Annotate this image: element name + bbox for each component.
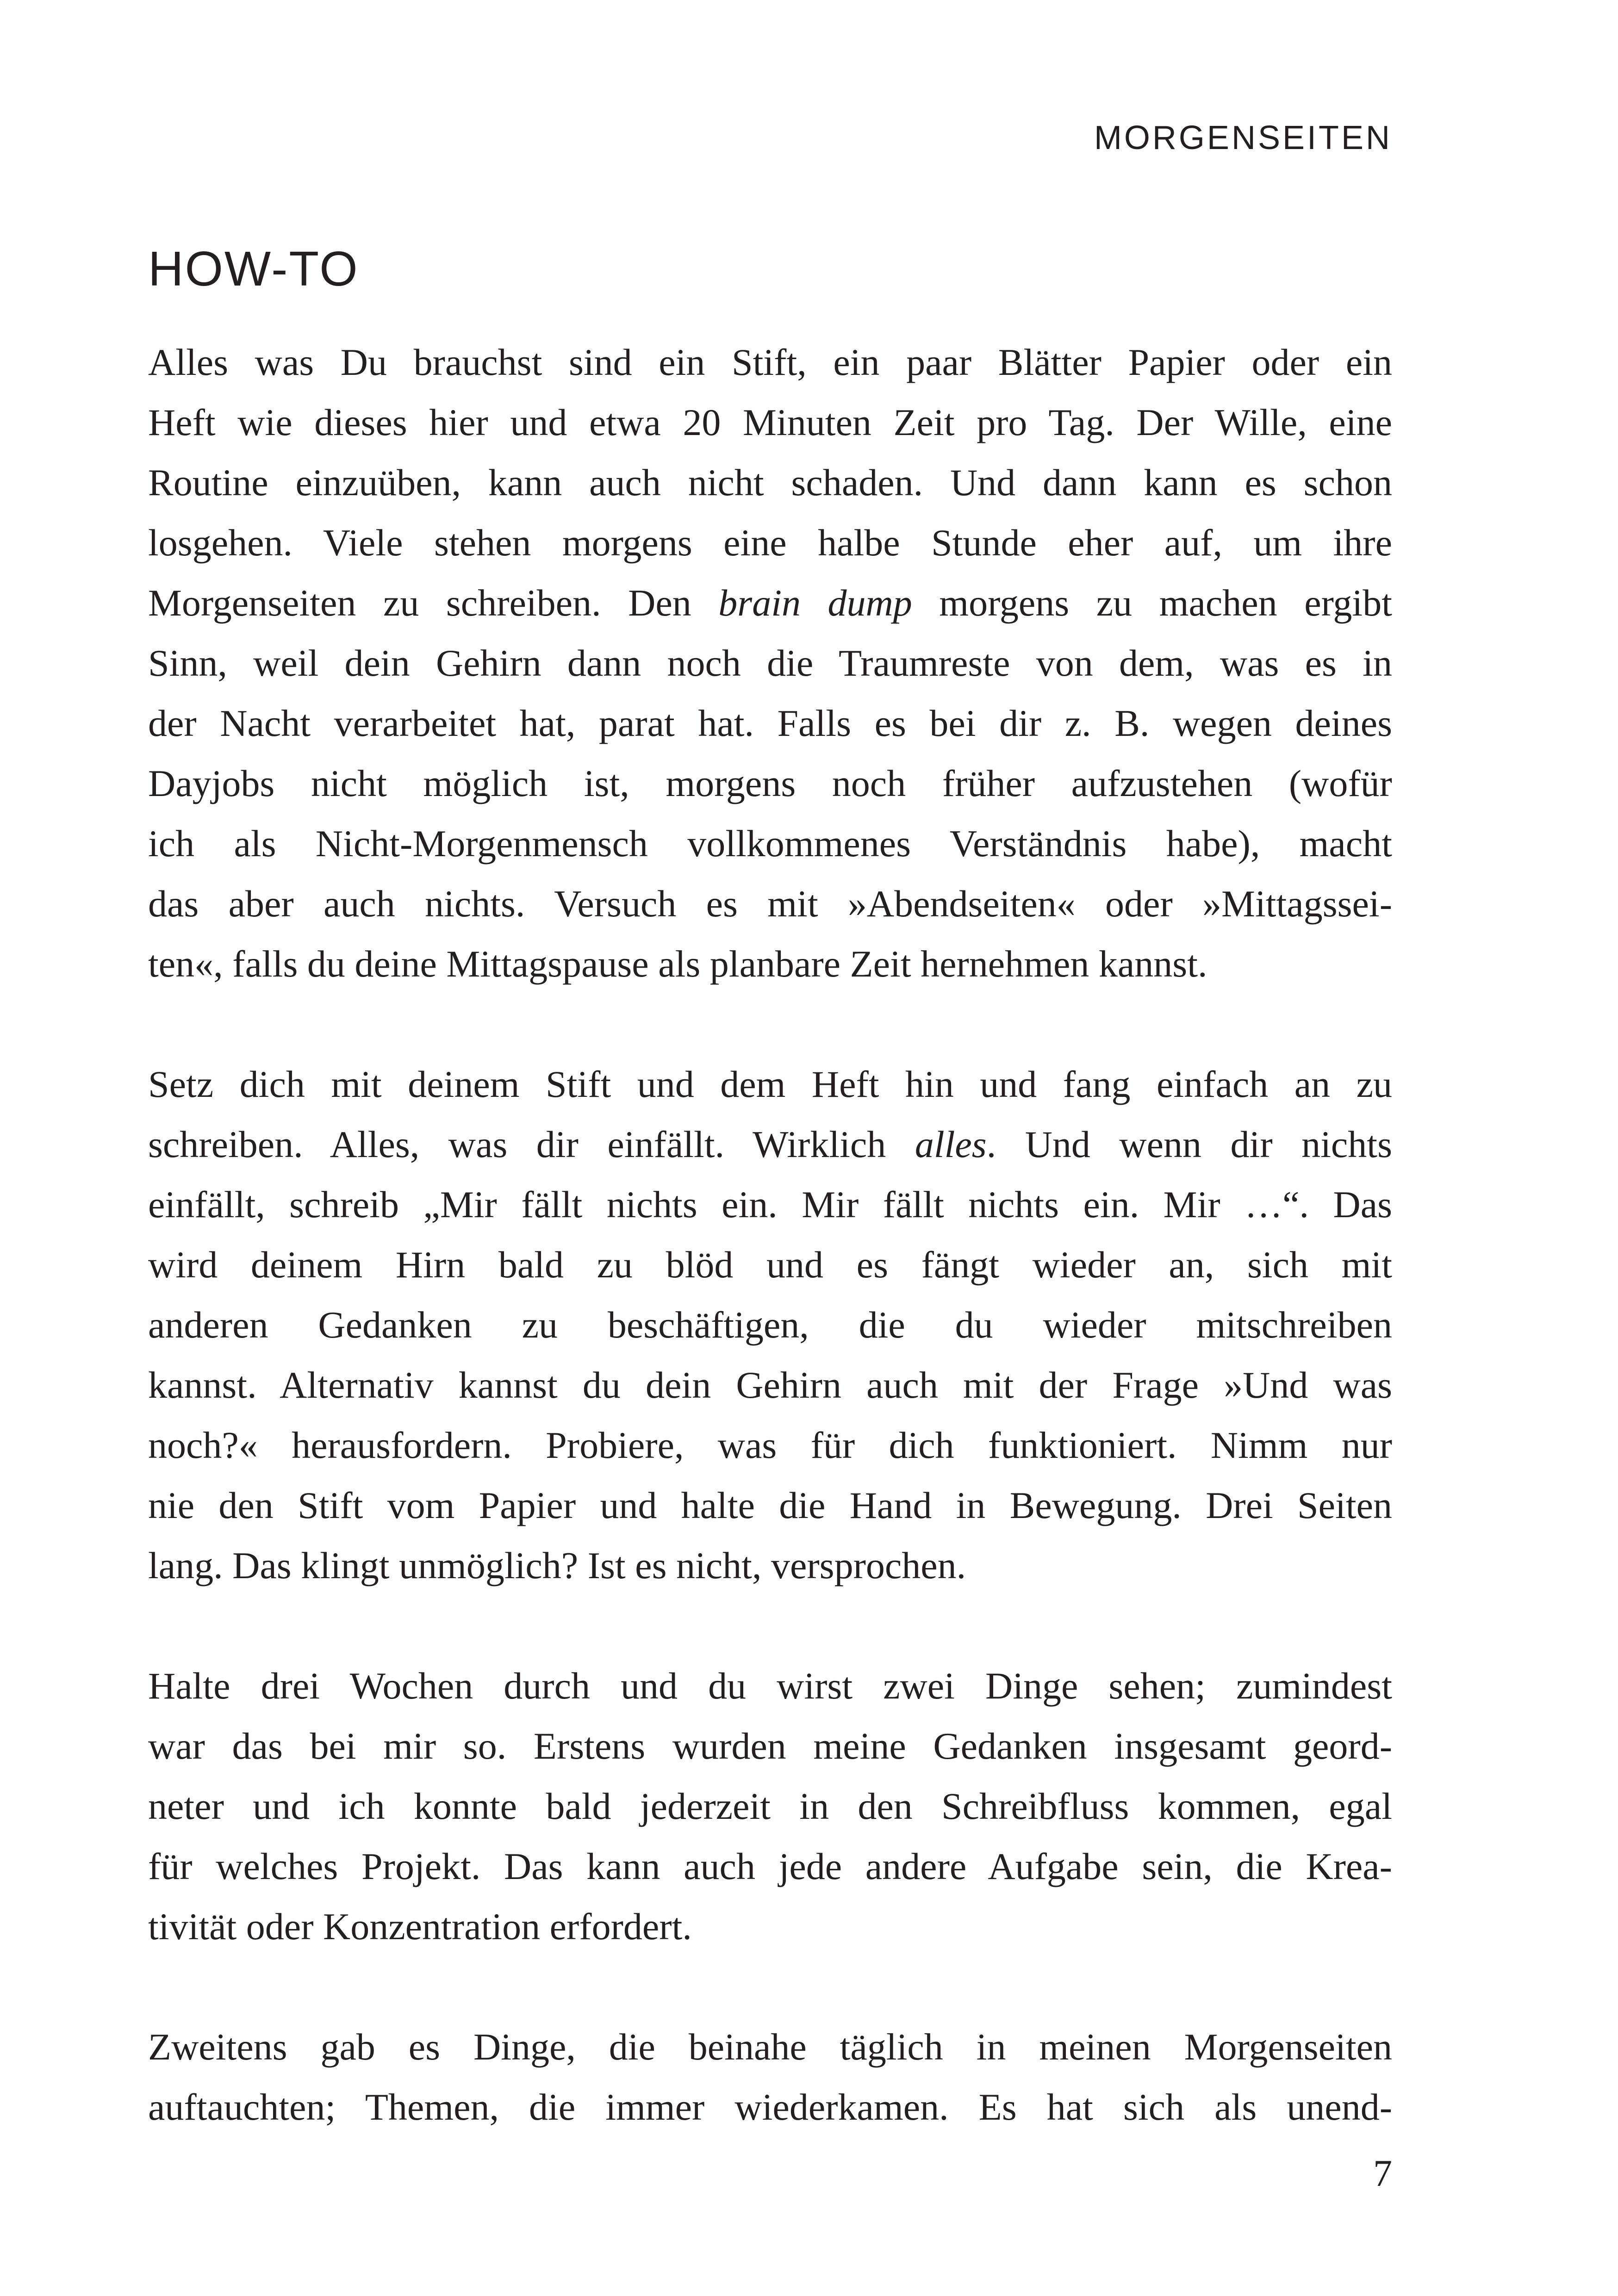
- running-head: MORGENSEITEN: [1094, 119, 1392, 156]
- text-segment: Heft wie dieses hier und etwa 20 Minuten Zeit pro Tag. Der Wille, eine: [148, 401, 1392, 443]
- text-line: [148, 1235, 1392, 1295]
- emphasis: alles: [915, 1123, 987, 1165]
- text-segment: . Und wenn dir nichts: [986, 1123, 1392, 1165]
- paragraph: [148, 1656, 1392, 1957]
- text-segment: nie den Stift vom Papier und halte die Hand in Bewegung. Drei Seiten: [148, 1484, 1392, 1526]
- text-line: [148, 814, 1392, 874]
- text-segment: morgens zu machen ergibt: [912, 582, 1392, 624]
- text-segment: Alles was Du brauchst sind ein Stift, ein paar Blätter Papier oder ein: [148, 341, 1392, 383]
- text-line: [148, 2017, 1392, 2077]
- body-text: [148, 332, 1392, 2197]
- text-line: [148, 573, 1392, 633]
- text-segment: ich als Nicht-Morgenmensch vollkommenes Verständnis habe), macht: [148, 822, 1392, 865]
- text-segment: Dayjobs nicht möglich ist, morgens noch früher aufzustehen (wofür: [148, 762, 1392, 804]
- text-line: [148, 1475, 1392, 1536]
- section-heading: HOW-TO: [148, 242, 359, 296]
- text-line: [148, 1054, 1392, 1114]
- text-line: [148, 1897, 1392, 1957]
- emphasis: brain dump: [718, 582, 912, 624]
- text-segment: lang. Das klingt unmöglich? Ist es nicht, versprochen.: [148, 1544, 966, 1587]
- text-segment: auftauchten; Themen, die immer wiederkamen. Es hat sich als unend-: [148, 2086, 1392, 2128]
- text-line: [148, 513, 1392, 573]
- text-line: [148, 453, 1392, 513]
- text-line: [148, 1114, 1392, 1175]
- text-segment: Zweitens gab es Dinge, die beinahe täglich in meinen Morgenseiten: [148, 2026, 1392, 2068]
- paragraph: [148, 332, 1392, 994]
- text-line: [148, 1175, 1392, 1235]
- text-line: [148, 1836, 1392, 1897]
- text-segment: Halte drei Wochen durch und du wirst zwei Dinge sehen; zumindest: [148, 1665, 1392, 1707]
- text-line: [148, 2077, 1392, 2137]
- text-line: [148, 1355, 1392, 1415]
- text-segment: Sinn, weil dein Gehirn dann noch die Traumreste von dem, was es in: [148, 642, 1392, 684]
- text-line: [148, 332, 1392, 392]
- text-line: [148, 1536, 1392, 1596]
- text-segment: anderen Gedanken zu beschäftigen, die du wieder mitschreiben: [148, 1304, 1392, 1346]
- text-line: [148, 1656, 1392, 1716]
- text-segment: Morgenseiten zu schreiben. Den: [148, 582, 719, 624]
- text-line: [148, 753, 1392, 814]
- text-line: [148, 1295, 1392, 1355]
- text-line: [148, 392, 1392, 453]
- paragraph: [148, 1054, 1392, 1596]
- text-line: [148, 1415, 1392, 1475]
- text-segment: schreiben. Alles, was dir einfällt. Wirklich: [148, 1123, 915, 1165]
- text-segment: war das bei mir so. Erstens wurden meine Gedanken insgesamt geord-: [148, 1725, 1392, 1767]
- text-line: [148, 633, 1392, 693]
- text-segment: noch?« herausfordern. Probiere, was für dich funktioniert. Nimm nur: [148, 1424, 1392, 1466]
- text-segment: Routine einzuüben, kann auch nicht schaden. Und dann kann es schon: [148, 461, 1392, 504]
- text-segment: das aber auch nichts. Versuch es mit »Abendseiten« oder »Mittagssei-: [148, 883, 1392, 925]
- text-line: [148, 874, 1392, 934]
- text-line: [148, 1716, 1392, 1776]
- text-segment: der Nacht verarbeitet hat, parat hat. Falls es bei dir z. B. wegen deines: [148, 702, 1392, 744]
- text-segment: einfällt, schreib „Mir fällt nichts ein. Mir fällt nichts ein. Mir …“. Das: [148, 1183, 1392, 1226]
- text-segment: ten«, falls du deine Mittagspause als planbare Zeit hernehmen kannst.: [148, 943, 1207, 985]
- text-line: [148, 934, 1392, 994]
- text-segment: neter und ich konnte bald jederzeit in den Schreibfluss kommen, egal: [148, 1785, 1392, 1827]
- text-line: [148, 1776, 1392, 1836]
- paragraph: [148, 2017, 1392, 2137]
- text-segment: tivität oder Konzentration erfordert.: [148, 1905, 692, 1948]
- text-line: [148, 693, 1392, 753]
- text-segment: wird deinem Hirn bald zu blöd und es fängt wieder an, sich mit: [148, 1244, 1392, 1286]
- text-segment: kannst. Alternativ kannst du dein Gehirn auch mit der Frage »Und was: [148, 1364, 1392, 1406]
- text-segment: losgehen. Viele stehen morgens eine halbe Stunde eher auf, um ihre: [148, 522, 1392, 564]
- text-segment: Setz dich mit deinem Stift und dem Heft hin und fang einfach an zu: [148, 1063, 1392, 1105]
- page-number: 7: [1373, 2152, 1392, 2194]
- text-segment: für welches Projekt. Das kann auch jede andere Aufgabe sein, die Krea-: [148, 1845, 1392, 1887]
